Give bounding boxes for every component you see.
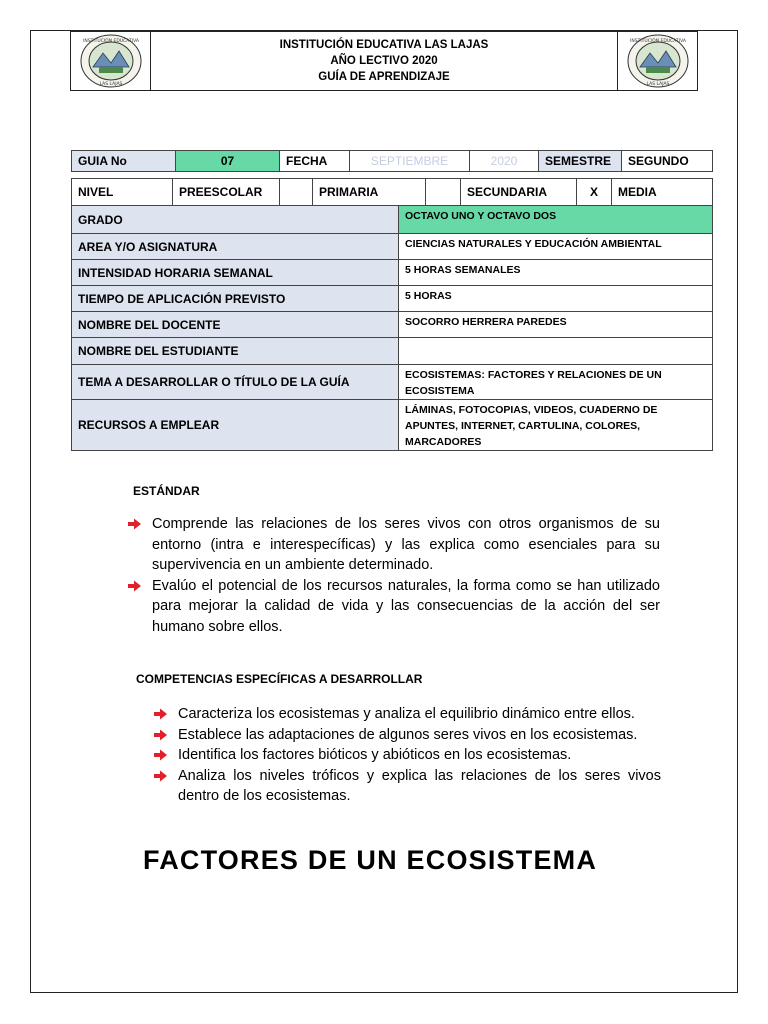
guide-info-table <box>71 150 713 172</box>
guia-number: 07 <box>176 151 280 172</box>
list-item: Caracteriza los ecosistemas y analiza el equilibrio dinámico entre ellos. <box>178 704 661 725</box>
nivel-label: NIVEL <box>72 179 173 206</box>
school-year: AÑO LECTIVO 2020 <box>330 55 438 67</box>
detail-label-intensidad: INTENSIDAD HORARIA SEMANAL <box>72 260 399 286</box>
detail-label-grado: GRADO <box>72 206 399 234</box>
detail-value-grado: OCTAVO UNO Y OCTAVO DOS <box>399 206 713 234</box>
main-title: FACTORES DE UN ECOSISTEMA <box>143 845 598 875</box>
list-item: Identifica los factores bióticos y abióticos en los ecosistemas. <box>178 745 661 766</box>
detail-value-docente: SOCORRO HERRERA PAREDES <box>399 312 713 338</box>
institution-name: INSTITUCIÓN EDUCATIVA LAS LAJAS <box>279 39 489 51</box>
school-crest-icon <box>79 33 143 89</box>
student-name-field <box>399 338 713 365</box>
red-arrow-bullet-icon <box>153 749 168 761</box>
school-logo-left <box>71 32 151 90</box>
nivel-primaria: PRIMARIA <box>313 179 426 206</box>
detail-label-area: AREA Y/O ASIGNATURA <box>72 234 399 260</box>
detail-value-intensidad: 5 HORAS SEMANALES <box>399 260 713 286</box>
red-arrow-bullet-icon <box>153 729 168 741</box>
guia-label: GUIA No <box>72 151 176 172</box>
nivel-preescolar: PREESCOLAR <box>173 179 280 206</box>
header-title-block <box>151 32 617 90</box>
svg-text:INSTITUCIÓN EDUCATIVA: INSTITUCIÓN EDUCATIVA <box>82 39 139 44</box>
fecha-month: SEPTIEMBRE <box>350 151 470 172</box>
red-arrow-bullet-icon <box>127 518 142 530</box>
red-arrow-bullet-icon <box>153 770 168 782</box>
nivel-primaria-check <box>426 179 461 206</box>
semestre-value: SEGUNDO <box>622 151 713 172</box>
semestre-label: SEMESTRE <box>539 151 622 172</box>
fecha-year: 2020 <box>470 151 539 172</box>
nivel-preescolar-check <box>280 179 313 206</box>
list-item: Comprende las relaciones de los seres vivos con otros organismos de su entorno (intra e interespecíficas) y las explica como esenciales para su supervivencia en un ambiente determinado. <box>152 514 660 576</box>
red-arrow-bullet-icon <box>127 580 142 592</box>
nivel-secundaria-check: X <box>577 179 612 206</box>
detail-label-recursos: RECURSOS A EMPLEAR <box>72 400 399 451</box>
school-logo-right <box>617 32 697 90</box>
detail-value-area: CIENCIAS NATURALES Y EDUCACIÓN AMBIENTAL <box>399 234 713 260</box>
nivel-table <box>71 178 713 206</box>
list-item: Analiza los niveles tróficos y explica las relaciones de los seres vivos dentro de los ecosistemas. <box>178 766 661 807</box>
detail-label-docente: NOMBRE DEL DOCENTE <box>72 312 399 338</box>
svg-text:INSTITUCIÓN EDUCATIVA: INSTITUCIÓN EDUCATIVA <box>629 39 686 44</box>
detail-value-recursos: LÁMINAS, FOTOCOPIAS, VIDEOS, CUADERNO DE APUNTES, INTERNET, CARTULINA, COLORES, MARCADORES <box>399 400 713 451</box>
detail-value-tiempo: 5 HORAS <box>399 286 713 312</box>
estandar-list <box>152 514 660 637</box>
nivel-secundaria: SECUNDARIA <box>461 179 577 206</box>
detail-label-tema: TEMA A DESARROLLAR O TÍTULO DE LA GUÍA <box>72 365 399 400</box>
list-item: Establece las adaptaciones de algunos seres vivos en los ecosistemas. <box>178 725 661 746</box>
detail-value-tema: ECOSISTEMAS: FACTORES Y RELACIONES DE UN ECOSISTEMA <box>399 365 713 400</box>
detail-label-estudiante: NOMBRE DEL ESTUDIANTE <box>72 338 399 365</box>
document-type: GUÍA DE APRENDIZAJE <box>318 71 450 83</box>
svg-text:LAS LAJAS: LAS LAJAS <box>99 82 122 87</box>
school-crest-icon <box>626 33 690 89</box>
list-item: Evalúo el potencial de los recursos naturales, la forma como se han utilizado para mejorar la calidad de vida y las consecuencias de la acción del ser humano sobre ellos. <box>152 576 660 638</box>
competencias-title: COMPETENCIAS ESPECÍFICAS A DESARROLLAR <box>136 672 423 686</box>
svg-text:LAS LAJAS: LAS LAJAS <box>646 82 669 87</box>
detail-label-tiempo: TIEMPO DE APLICACIÓN PREVISTO <box>72 286 399 312</box>
red-arrow-bullet-icon <box>153 708 168 720</box>
fecha-label: FECHA <box>280 151 350 172</box>
nivel-media: MEDIA <box>612 179 713 206</box>
guide-details-table <box>71 205 713 451</box>
estandar-title: ESTÁNDAR <box>133 484 200 498</box>
document-header <box>70 31 698 91</box>
competencias-list <box>178 704 661 807</box>
